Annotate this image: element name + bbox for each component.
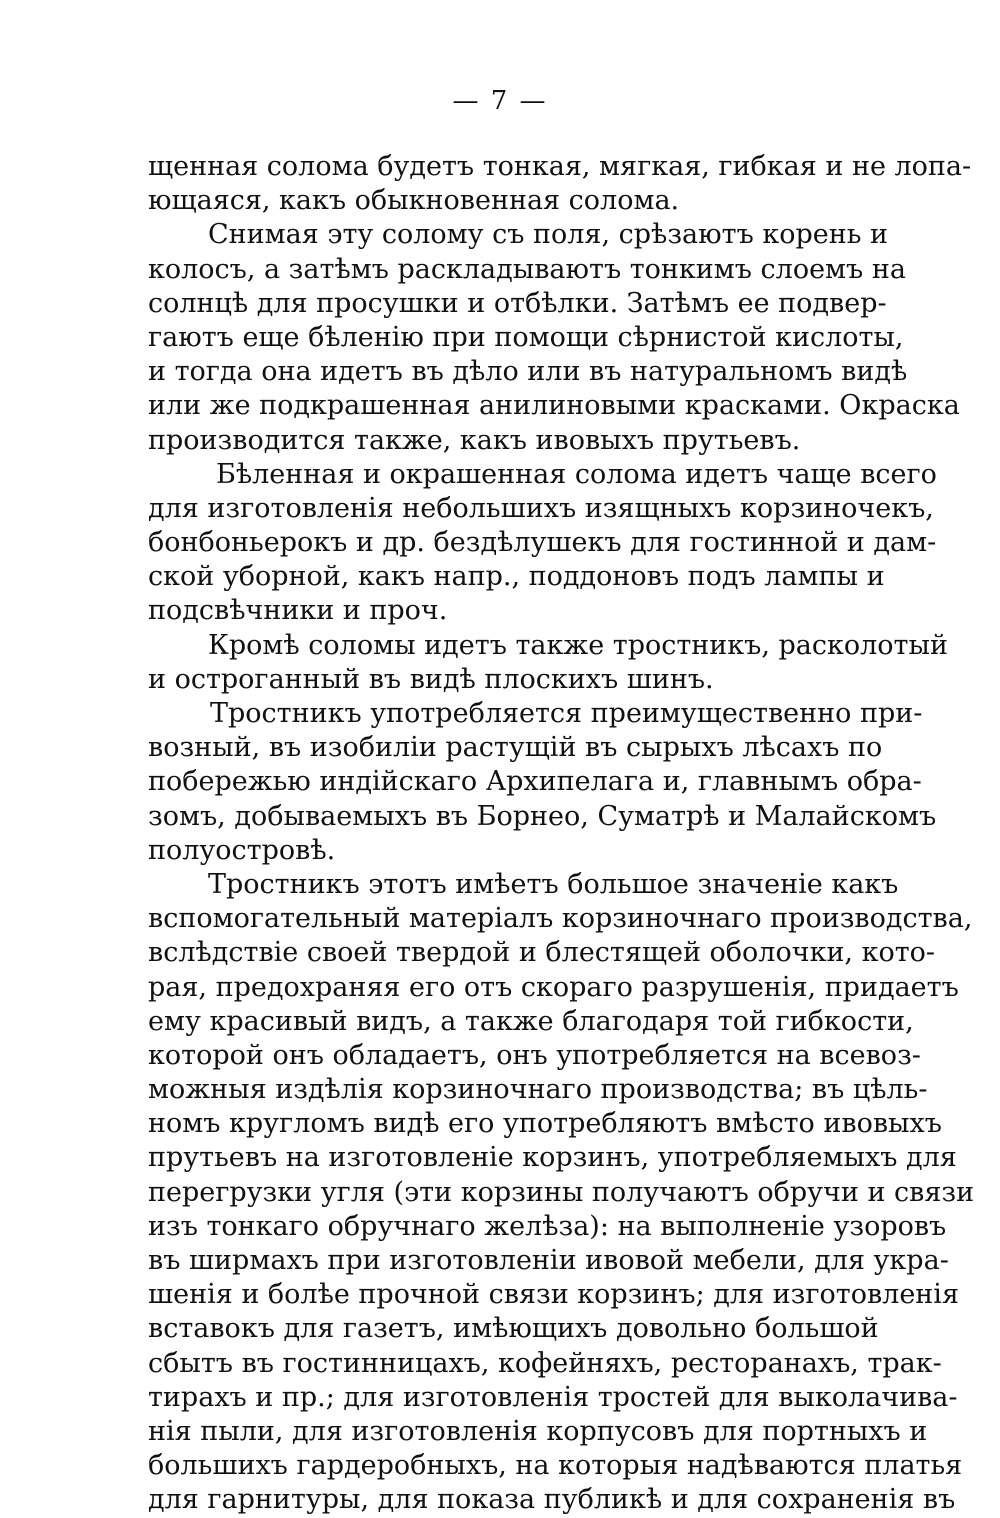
text-line: Кромѣ соломы идетъ также тростникъ, расколотый (208, 629, 948, 661)
text-line: перегрузки угля (эти корзины получаютъ обручи и связи (148, 1176, 975, 1208)
page-number: — 7 — (452, 86, 548, 116)
text-line: гаютъ еще бѣленію при помощи сѣрнистой кислоты, (148, 321, 904, 353)
text-line: и тогда она идетъ въ дѣло или въ натуральномъ видѣ (148, 356, 908, 388)
text-line: щенная солома будетъ тонкая, мягкая, гибкая и не лопа- (148, 151, 972, 182)
text-line: шенія и болѣе прочной связи корзинъ; для изготовленія (148, 1279, 959, 1311)
text-line: и остроганный въ видѣ плоскихъ шинъ. (148, 663, 714, 695)
text-line: Снимая эту солому съ поля, срѣзаютъ корень и (208, 219, 889, 251)
text-line: можныя издѣлія корзиночнаго производства; въ цѣль- (148, 1074, 928, 1106)
text-line: для гарнитуры, для показа публикѣ и для сохраненія въ (148, 1484, 956, 1516)
text-line: сбытъ въ гостинницахъ, кофейняхъ, ресторанахъ, трак- (148, 1347, 942, 1379)
text-line: изъ тонкаго обручнаго желѣза): на выполненіе узоровъ (148, 1210, 947, 1242)
text-line: для изготовленія небольшихъ изящныхъ корзиночекъ, (148, 492, 934, 524)
text-line: побережью индійскаго Архипелага и, главнымъ обра- (148, 766, 922, 798)
text-line: которой онъ обладаетъ, онъ употребляется на всевоз- (148, 1039, 921, 1071)
text-line: или же подкрашенная анилиновыми красками. Окраска (148, 390, 960, 422)
text-line: Тростникъ употребляется преимущественно при- (210, 698, 923, 729)
text-line: возный, въ изобиліи растущій въ сырыхъ лѣсахъ по (148, 732, 883, 764)
text-line: зомъ, добываемыхъ въ Борнео, Суматрѣ и Малайскомъ (148, 800, 937, 832)
text-line: вставокъ для газетъ, имѣющихъ довольно большой (148, 1313, 879, 1345)
text-line: ской уборной, какъ напр., поддоновъ подъ лампы и (148, 561, 885, 593)
text-line: ему красивый видъ, а также благодаря той гибкости, (148, 1005, 914, 1037)
text-line: Тростникъ этотъ имѣетъ большое значеніе какъ (208, 868, 899, 900)
text-line: солнцѣ для просушки и отбѣлки. Затѣмъ ее подвер- (148, 287, 887, 319)
text-line: бонбоньерокъ и др. бездѣлушекъ для гостинной и дам- (148, 527, 937, 559)
text-line: рая, предохраняя его отъ скораго разрушенія, придаетъ (148, 971, 959, 1003)
text-line: вслѣдствіе своей твердой и блестящей оболочки, кото- (148, 937, 936, 969)
text-line: нія пыли, для изготовленія корпусовъ для портныхъ и (148, 1415, 928, 1447)
text-line: производится также, какъ ивовыхъ прутьевъ. (148, 424, 801, 456)
text-line: тирахъ и пр.; для изготовленія тростей для выколачива- (148, 1381, 958, 1413)
text-line: большихъ гардеробныхъ, на которыя надѣваются платья (148, 1450, 963, 1482)
text-line: прутьевъ на изготовленіе корзинъ, употребляемыхъ для (148, 1142, 957, 1174)
text-line: подсвѣчники и проч. (148, 595, 448, 627)
text-line: колосъ, а затѣмъ раскладываютъ тонкимъ слоемъ на (148, 253, 906, 285)
text-line: полуостровѣ. (148, 834, 336, 866)
text-line: Бѣленная и окрашенная солома идетъ чаще всего (216, 458, 937, 490)
text-line: номъ кругломъ видѣ его употребляютъ вмѣсто ивовыхъ (148, 1108, 942, 1140)
text-line: вспомогательный матеріалъ корзиночнаго производства, (148, 903, 973, 935)
text-line: въ ширмахъ при изготовленіи ивовой мебели, для укра- (148, 1245, 949, 1276)
text-line: ющаяся, какъ обыкновенная солома. (148, 185, 680, 217)
body-text (148, 150, 975, 1518)
